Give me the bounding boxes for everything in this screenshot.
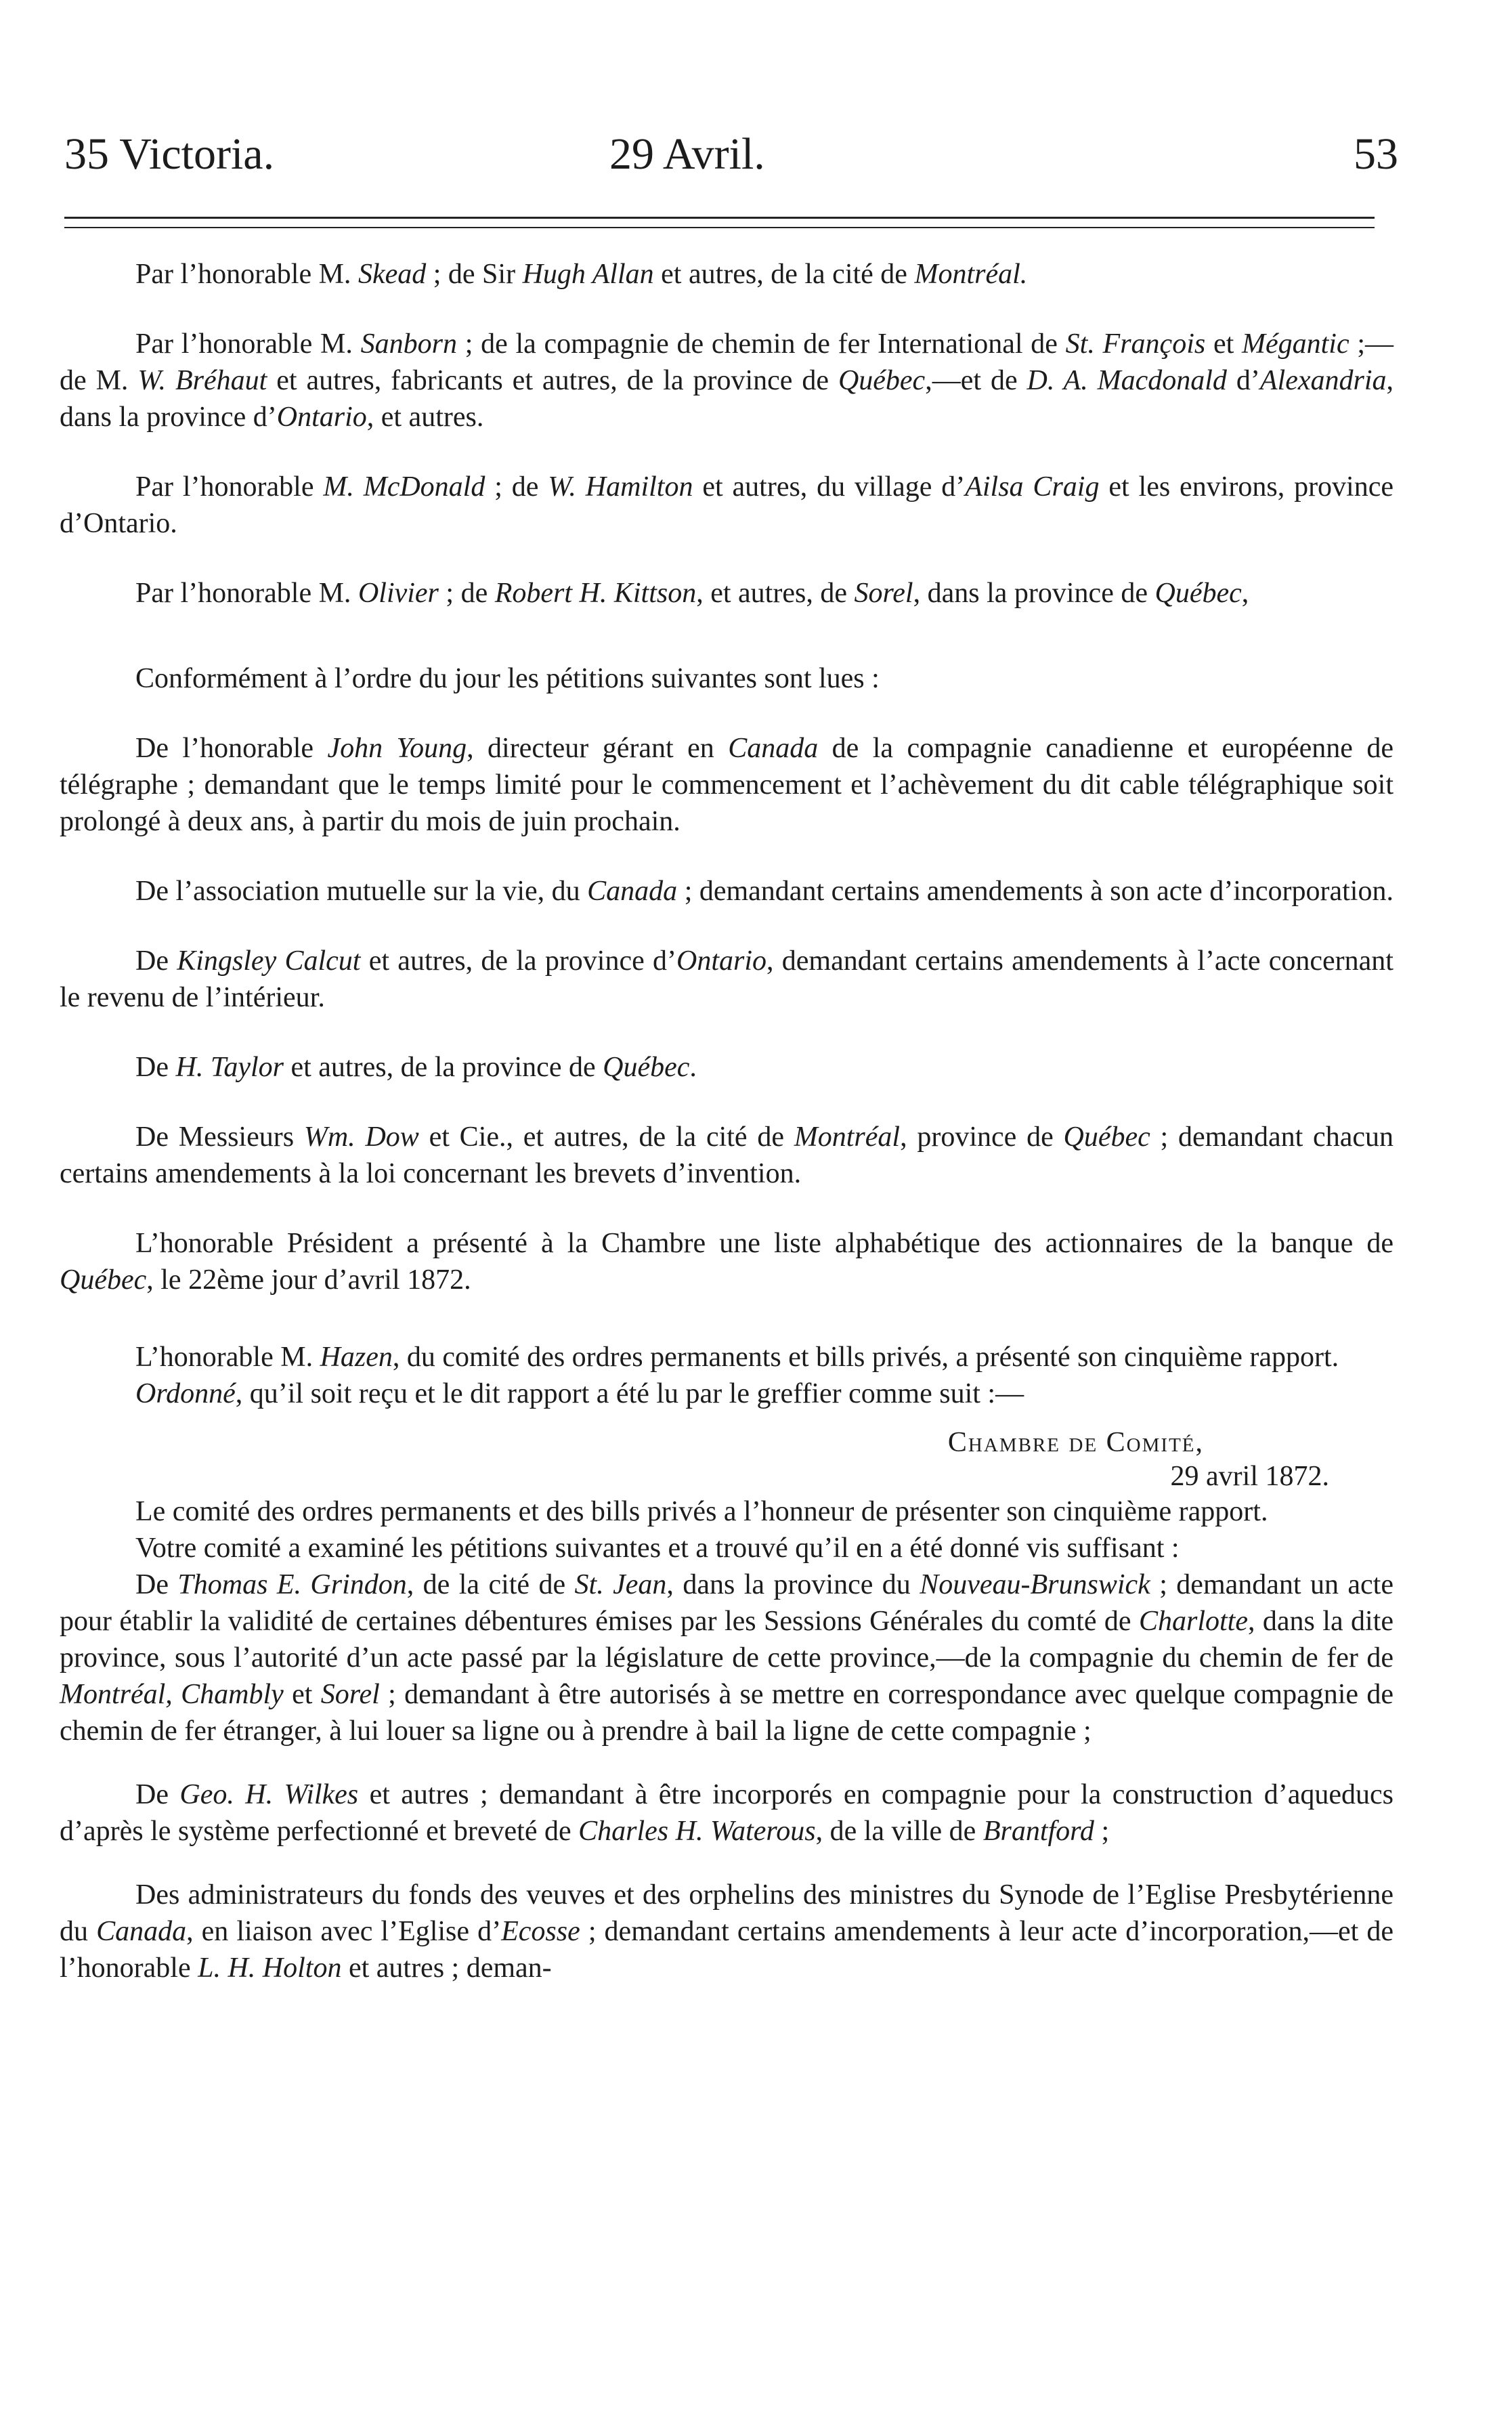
header-rule — [64, 217, 1375, 219]
paragraph: De H. Taylor et autres, de la province de Québec. — [135, 1052, 697, 1083]
page-header — [64, 115, 1398, 190]
signature-place: Chambre de Comité, — [947, 1427, 1204, 1458]
header-date: 29 Avril. — [609, 129, 765, 179]
page-number: 53 — [1354, 129, 1398, 179]
paragraph: De l’honorable John Young, directeur gérant en Canada de la compagnie canadienne et européenne de télégraphe ; demandant que le temps limité pour le commencement et l’achèvement du dit cable télégraphique soit prolongé à deux ans, à partir du mois de juin prochain. — [60, 733, 1394, 837]
paragraph: Par l’honorable M. Sanborn ; de la compagnie de chemin de fer International de St. François et Mégantic ;—de M. W. Bréhaut et autres, fabricants et autres, de la province de Québec,—et de D. A. Macdonald d’Alexandria, dans la province d’Ontario, et autres. — [60, 328, 1394, 433]
paragraph: L’honorable M. Hazen, du comité des ordres permanents et bills privés, a présenté son cinquième rapport. — [135, 1342, 1339, 1373]
paragraph: De Kingsley Calcut et autres, de la province d’Ontario, demandant certains amendements à l’acte concernant le revenu de l’intérieur. — [60, 945, 1394, 1013]
committee-report — [60, 1493, 1394, 1986]
report-paragraph: Le comité des ordres permanents et des bills privés a l’honneur de présenter son cinquième rapport. — [135, 1496, 1268, 1527]
report-paragraph: Des administrateurs du fonds des veuves et des orphelins des ministres du Synode de l’Eglise Presbytérienne du Canada, en liaison avec l’Eglise d’Ecosse ; demandant certains amendements à leur acte d’incorporation,—et de l’honorable L. H. Holton et autres ; deman- — [60, 1879, 1394, 1984]
report-paragraph: De Thomas E. Grindon, de la cité de St. Jean, dans la province du Nouveau-Brunswick ; demandant un acte pour établir la validité de certaines débentures émises par les Sessions Générales du comté de Charlotte, dans la dite province, sous l’autorité d’un acte passé par la législature de cette province,—de la compagnie du chemin de fer de Montréal, Chambly et Sorel ; demandant à être autorisés à se mettre en correspondance avec quelque compagnie de chemin de fer étranger, à lui louer sa ligne ou à prendre à bail la ligne de cette compagnie ; — [60, 1569, 1394, 1747]
header-rule-thin — [64, 227, 1375, 228]
report-paragraph: De Geo. H. Wilkes et autres ; demandant à être incorporés en compagnie pour la construction d’aqueducs d’après le système perfectionné et breveté de Charles H. Waterous, de la ville de Brantford ; — [60, 1779, 1394, 1847]
paragraph: Par l’honorable M. McDonald ; de W. Hamilton et autres, du village d’Ailsa Craig et les environs, province d’Ontario. — [60, 471, 1394, 539]
paragraph: Conformément à l’ordre du jour les pétitions suivantes sont lues : — [135, 663, 880, 694]
paragraph: L’honorable Président a présenté à la Chambre une liste alphabétique des actionnaires de la banque de Québec, le 22ème jour d’avril 1872. — [60, 1228, 1394, 1296]
paragraph: Ordonné, qu’il soit reçu et le dit rapport a été lu par le greffier comme suit :— — [135, 1378, 1024, 1409]
header-session: 35 Victoria. — [64, 129, 275, 179]
petitions-section — [60, 256, 1394, 1412]
page-body — [60, 256, 1394, 2020]
paragraph: De Messieurs Wm. Dow et Cie., et autres, de la cité de Montréal, province de Québec ; demandant chacun certains amendements à la loi concernant les brevets d’invention. — [60, 1122, 1394, 1189]
paragraph: Par l’honorable M. Olivier ; de Robert H. Kittson, et autres, de Sorel, dans la province de Québec, — [135, 578, 1249, 609]
signature-date: 29 avril 1872. — [1170, 1461, 1329, 1492]
report-paragraph: Votre comité a examiné les pétitions suivantes et a trouvé qu’il en a été donné vis suffisant : — [135, 1533, 1180, 1564]
paragraph: De l’association mutuelle sur la vie, du Canada ; demandant certains amendements à son acte d’incorporation. — [135, 876, 1394, 907]
report-signature — [60, 1426, 1394, 1493]
paragraph: Par l’honorable M. Skead ; de Sir Hugh Allan et autres, de la cité de Montréal. — [135, 259, 1028, 290]
